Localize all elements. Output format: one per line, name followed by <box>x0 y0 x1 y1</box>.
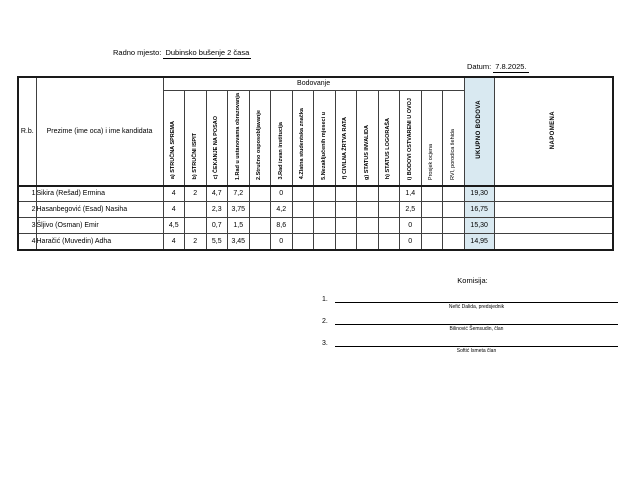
candidate-name-cell: Šljivo (Osman) Emir <box>36 218 163 234</box>
score-cell <box>357 202 379 218</box>
col-status-logorasa: h) STATUS LOGORAŠA <box>378 90 400 186</box>
col-cekanje-na-posao: c) ČEKANJE NA POSAO <box>206 90 228 186</box>
score-cell: 1,4 <box>400 186 422 202</box>
score-cell <box>249 218 271 234</box>
candidate-name-cell: Haračić (Muvedin) Adha <box>36 234 163 250</box>
score-cell <box>249 202 271 218</box>
score-cell <box>378 234 400 250</box>
col-strucni-ispit: b) STRUČNI ISPIT <box>185 90 207 186</box>
score-cell <box>314 202 336 218</box>
score-cell <box>335 234 357 250</box>
score-cell: 2,3 <box>206 202 228 218</box>
datum-label: Datum: <box>467 62 492 71</box>
score-cell <box>314 218 336 234</box>
score-cell <box>443 186 465 202</box>
datum-line <box>467 62 529 71</box>
candidate-name-cell: Sikira (Rešad) Ermina <box>36 186 163 202</box>
score-cell <box>421 218 443 234</box>
score-cell: 4,7 <box>206 186 228 202</box>
signature-number: 2. <box>322 318 328 325</box>
total-cell: 14,95 <box>464 234 494 250</box>
score-cell <box>335 218 357 234</box>
score-cell <box>292 234 314 250</box>
score-cell: 3,75 <box>228 202 250 218</box>
col-rvi-porodica-sehida: RVI, porodica šehida <box>443 90 465 186</box>
score-cell <box>357 186 379 202</box>
score-cell <box>292 202 314 218</box>
score-cell <box>378 186 400 202</box>
score-cell <box>292 218 314 234</box>
bodovanje-header: Bodovanje <box>163 77 464 90</box>
score-cell <box>421 202 443 218</box>
score-cell <box>335 202 357 218</box>
candidate-name-header: Prezime (ime oca) i ime kandidata <box>36 77 163 186</box>
scoring-table <box>17 76 614 251</box>
score-cell: 5,5 <box>206 234 228 250</box>
table-row <box>18 234 613 250</box>
signature-line <box>335 335 618 347</box>
radno-mjesto-line <box>113 48 251 57</box>
score-cell: 0 <box>271 234 293 250</box>
score-cell <box>443 202 465 218</box>
rb-cell: 3 <box>18 218 36 234</box>
score-cell: 4,5 <box>163 218 185 234</box>
ukupno-header: UKUPNO BODOVA <box>464 77 494 186</box>
napomena-cell <box>494 202 613 218</box>
col-bodovi-ostvareni: i) BODOVI OSTVARENI U OVOJ <box>400 90 422 186</box>
score-cell <box>357 218 379 234</box>
napomena-cell <box>494 218 613 234</box>
col-zlatna-znacka: 4.Zlatna studentska značka <box>292 90 314 186</box>
score-cell: 0 <box>400 234 422 250</box>
score-cell: 4 <box>163 202 185 218</box>
table-row <box>18 202 613 218</box>
score-cell: 0 <box>271 186 293 202</box>
rb-cell: 1 <box>18 186 36 202</box>
score-cell: 4,2 <box>271 202 293 218</box>
score-cell: 2 <box>185 186 207 202</box>
score-cell <box>421 186 443 202</box>
score-cell <box>185 218 207 234</box>
score-cell: 7,2 <box>228 186 250 202</box>
total-cell: 15,30 <box>464 218 494 234</box>
score-cell: 2 <box>185 234 207 250</box>
score-cell: 0,7 <box>206 218 228 234</box>
komisija-title: Komisija: <box>457 276 488 285</box>
signature-line <box>335 291 618 303</box>
score-cell <box>314 234 336 250</box>
col-rad-izvan-institucija: 3.Rad izvan institucija <box>271 90 293 186</box>
table-row <box>18 218 613 234</box>
score-cell <box>335 186 357 202</box>
table-row <box>18 186 613 202</box>
signature-entry <box>322 292 618 314</box>
signature-caption: Bilinović Šemsudin, član <box>449 326 504 332</box>
score-cell: 4 <box>163 234 185 250</box>
datum-value: 7.8.2025. <box>495 62 527 71</box>
score-cell: 0 <box>400 218 422 234</box>
score-cell <box>249 186 271 202</box>
score-cell <box>443 234 465 250</box>
napomena-header: NAPOMENA <box>494 77 613 186</box>
col-strucna-sprema: a) STRUČNA SPREMA <box>163 90 185 186</box>
napomena-cell <box>494 234 613 250</box>
signature-line <box>335 313 618 325</box>
radno-mjesto-value: Dubinsko bušenje 2 časa <box>165 48 250 57</box>
rb-cell: 2 <box>18 202 36 218</box>
rb-header: R.b. <box>18 77 36 186</box>
signature-entry <box>322 336 618 358</box>
score-cell <box>378 202 400 218</box>
komisija-signature-list <box>322 292 618 358</box>
col-status-invalida: g) STATUS INVALIDA <box>357 90 379 186</box>
col-strucno-osposobljavanje: 2.Stručno osposobljavanje <box>249 90 271 186</box>
score-cell: 2,5 <box>400 202 422 218</box>
score-cell <box>378 218 400 234</box>
candidate-name-cell: Hasanbegović (Esad) Nasiha <box>36 202 163 218</box>
score-cell <box>249 234 271 250</box>
score-cell: 3,45 <box>228 234 250 250</box>
score-cell: 4 <box>163 186 185 202</box>
rb-cell: 4 <box>18 234 36 250</box>
score-cell <box>292 186 314 202</box>
col-nezakljucenih-mjeseci: 5.Nezaključenih mjeseci u <box>314 90 336 186</box>
col-rad-u-ustanovama: 1.Rad u ustanovama obrazovanja <box>228 90 250 186</box>
score-cell <box>185 202 207 218</box>
signature-caption: Nefić Dalida, predsjednik <box>448 304 505 310</box>
col-prosjek-ocjena: Prosjek ocjena <box>421 90 443 186</box>
signature-entry <box>322 314 618 336</box>
signature-number: 1. <box>322 296 328 303</box>
score-cell <box>443 218 465 234</box>
col-civilna-zrtva-rata: f) CIVILNA ŽRTVA RATA <box>335 90 357 186</box>
score-cell <box>357 234 379 250</box>
score-cell <box>314 186 336 202</box>
radno-mjesto-label: Radno mjesto: <box>113 48 162 57</box>
signature-number: 3. <box>322 340 328 347</box>
score-cell <box>421 234 443 250</box>
total-cell: 16,75 <box>464 202 494 218</box>
score-cell: 1,5 <box>228 218 250 234</box>
napomena-cell <box>494 186 613 202</box>
total-cell: 19,30 <box>464 186 494 202</box>
signature-caption: Softić Ismeta član <box>456 348 497 354</box>
score-cell: 8,6 <box>271 218 293 234</box>
